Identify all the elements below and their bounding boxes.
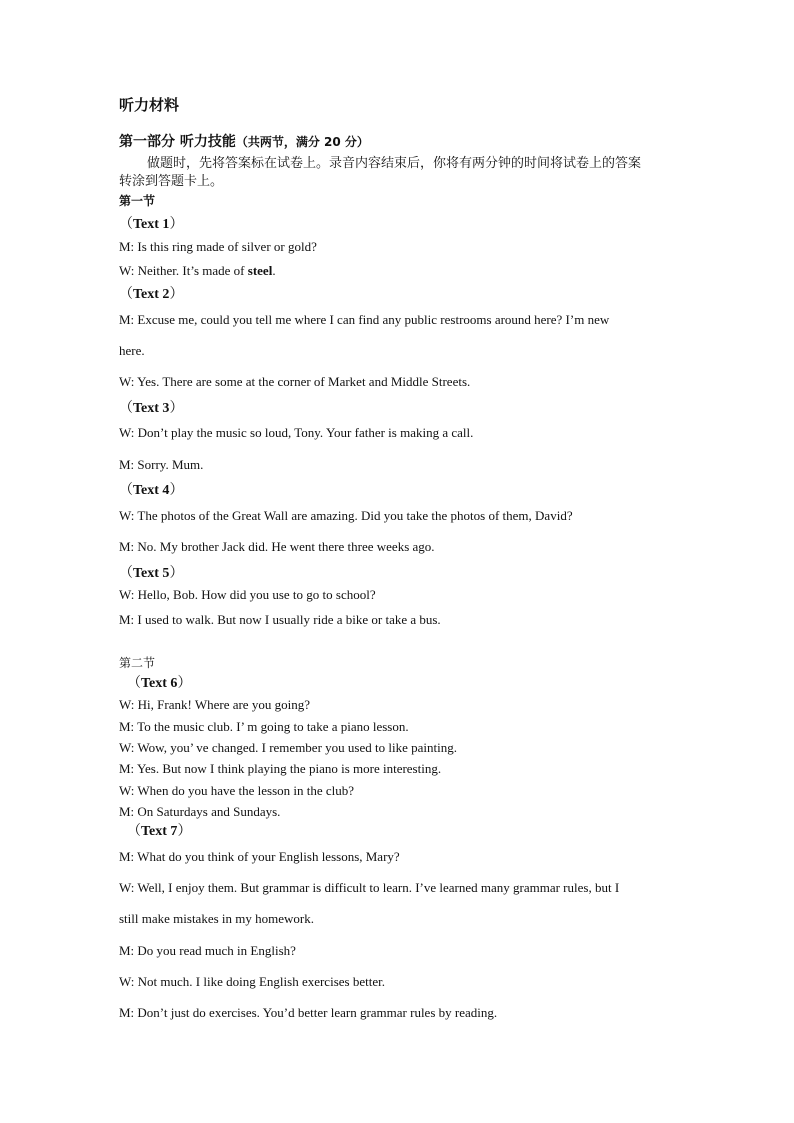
text2-line-1: M: Excuse me, could you tell me where I can find any public restrooms around here? I’m new — [119, 312, 610, 327]
text6-line-6: M: On Saturdays and Sundays. — [119, 804, 281, 819]
doc-title: 听力材料 — [119, 96, 180, 114]
text3-label: （Text 3） — [119, 400, 184, 416]
text6-label: （Text 6） — [127, 675, 192, 691]
text7-line-2: W: Well, I enjoy them. But grammar is difficult to learn. I’ve learned many grammar rules, but I — [119, 880, 620, 895]
part1-heading — [119, 134, 369, 150]
text5-line-2: M: I used to walk. But now I usually ride a bike or take a bus. — [119, 612, 441, 627]
text7-line-1: M: What do you think of your English lessons, Mary? — [119, 849, 400, 864]
text7-line-4: M: Do you read much in English? — [119, 943, 296, 958]
text7-line-3: still make mistakes in my homework. — [119, 911, 314, 926]
text7-line-5: W: Not much. I like doing English exercises better. — [119, 974, 385, 989]
instruction-line-1: 做题时，先将答案标在试卷上。录音内容结束后，你将有两分钟的时间将试卷上的答案 — [147, 156, 642, 171]
text7-label: （Text 7） — [127, 823, 192, 839]
section1-label: 第一节 — [119, 194, 156, 208]
text2-line-3: W: Yes. There are some at the corner of Market and Middle Streets. — [119, 374, 471, 389]
text5-label: （Text 5） — [119, 565, 184, 581]
instruction-line-2: 转涂到答题卡上。 — [119, 174, 224, 189]
text4-line-1: W: The photos of the Great Wall are amazing. Did you take the photos of them, David? — [119, 508, 573, 523]
keyword-steel: steel — [247, 263, 273, 278]
text3-line-1: W: Don’t play the music so loud, Tony. Your father is making a call. — [119, 425, 474, 440]
text1-line-1: M: Is this ring made of silver or gold? — [119, 239, 317, 254]
section2-label: 第二节 — [119, 656, 156, 670]
text6-line-4: M: Yes. But now I think playing the piano is more interesting. — [119, 761, 442, 776]
text6-line-5: W: When do you have the lesson in the club? — [119, 783, 355, 798]
part1-note: （共两节，满分 20 分） — [235, 135, 369, 149]
text1-line-2: W: Neither. It’s made of steel. — [119, 263, 276, 278]
text4-line-2: M: No. My brother Jack did. He went there three weeks ago. — [119, 539, 435, 554]
text6-line-3: W: Wow, you’ ve changed. I remember you used to like painting. — [119, 740, 457, 755]
text5-line-1: W: Hello, Bob. How did you use to go to school? — [119, 587, 376, 602]
part1-title: 第一部分 听力技能 — [119, 134, 236, 150]
text6-line-1: W: Hi, Frank! Where are you going? — [119, 697, 310, 712]
text1-label: （Text 1） — [119, 216, 184, 232]
text2-line-2: here. — [119, 343, 145, 358]
text3-line-2: M: Sorry. Mum. — [119, 457, 204, 472]
text6-line-2: M: To the music club. I’ m going to take a piano lesson. — [119, 719, 409, 734]
text7-line-6: M: Don’t just do exercises. You’d better learn grammar rules by reading. — [119, 1005, 498, 1020]
text2-label: （Text 2） — [119, 286, 184, 302]
text4-label: （Text 4） — [119, 482, 184, 498]
